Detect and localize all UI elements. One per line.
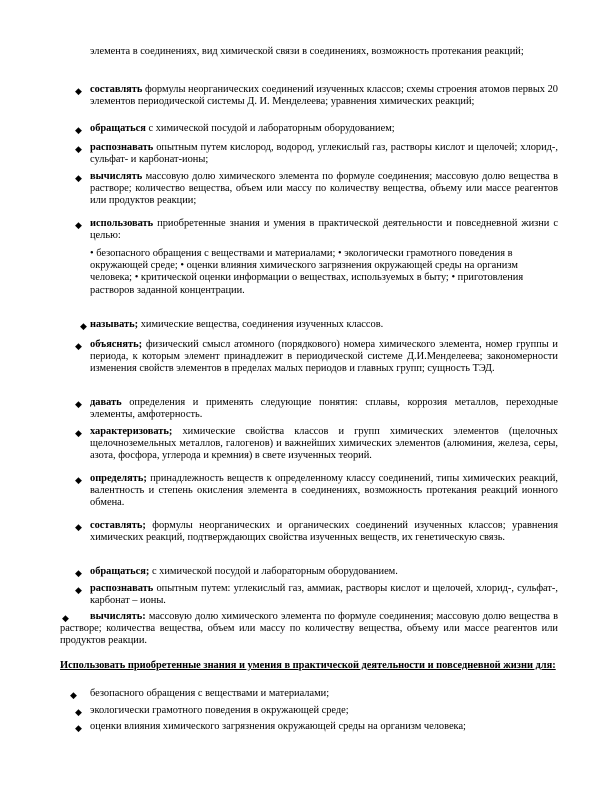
sub-item: • критической оценки информации о веществах, используемых в быту; [134,272,449,284]
bullet-icon: ◆ [75,522,82,532]
lead-word: определять; [90,473,147,484]
final-item: экологически грамотного поведения в окружающей среде; [90,705,349,716]
lead-word: распознавать [90,142,154,153]
paragraph-text: с химической посудой и лабораторным оборудованием. [151,566,398,577]
sub-item: • экологически грамотного поведения в окружающей среде; [90,248,513,272]
bullet-icon: ◆ [75,428,82,438]
paragraph-text: опытным путем кислород, водород, углекислый газ, растворы кислот и щелочей; хлорид-, сульфат- и карбонат-ионы; [90,142,558,166]
bullet-icon: ◆ [75,125,82,135]
bullet-icon: ◆ [70,690,77,700]
sub-item: • оценки влияния химического загрязнения окружающей среды на организм человека; [90,260,518,284]
paragraph-text: формулы неорганических и органических соединений изученных классов; уравнения химических реакций, подтверждающих свойства изученных веществ, их генетическую связь. [90,520,558,544]
lead-word: составлять [90,84,143,95]
bullet-icon: ◆ [75,173,82,183]
section-heading: Использовать приобретенные знания и умения в практической деятельности и повседневной жизни для: [60,660,556,671]
lead-word: называть; [90,319,139,330]
paragraph-compose-2 [90,520,558,544]
bullet-icon: ◆ [75,568,82,578]
paragraph-recognize-2 [90,583,558,607]
lead-word: давать [90,397,122,408]
paragraph-text: массовую долю химического элемента по формуле соединения; массовую долю вещества в растворе; количества вещества, объем или массу по количеству вещества, объему или массе реагентов или продуктов реакции. [60,611,558,647]
lead-word: использовать [90,218,154,229]
paragraph-text: физический смысл атомного (порядкового) номера химического элемента, номер группы и периода, к которым элемент принадлежит в периодической системе Д.И.Менделеева; закономерности изменения свойств элементов в пределах малых периодов и главных групп; сущность ТЭД. [90,339,558,375]
bullet-icon: ◆ [75,723,82,733]
lead-word: обращаться; [90,566,150,577]
bullet-icon: ◆ [80,321,87,331]
lead-word: объяснять; [90,339,143,350]
final-item: оценки влияния химического загрязнения окружающей среды на организм человека; [90,721,466,732]
bullet-icon: ◆ [75,475,82,485]
lead-word: характеризовать; [90,426,173,437]
paragraph-text: элемента в соединениях, вид химической связи в соединениях, возможность протекания реакций; [90,46,524,57]
bullet-icon: ◆ [75,86,82,96]
bullet-icon: ◆ [75,585,82,595]
paragraph-text: опытным путем: углекислый газ, аммиак, растворы кислот и щелочей, хлорид-, сульфат-, карбонат – ионы. [90,583,558,607]
paragraph-determine [90,473,558,510]
paragraph-define [90,397,558,421]
bullet-icon: ◆ [75,220,82,230]
paragraph-name [90,319,558,331]
paragraph-recognize [90,142,558,166]
paragraph-text: с химической посудой и лабораторным оборудованием; [148,123,395,134]
paragraph-text: химические свойства классов и групп химических элементов (щелочных щелочноземельных металлов, галогенов) и важнейших химических элементов (алюминия, железа, серы, азота, фосфора, углерода и кремния) в свете изученных теорий. [90,426,558,462]
lead-word: распознавать [90,583,154,594]
paragraph-text: принадлежность веществ к определенному классу соединений, типы химических реакций, валентность и степень окисления элемента в соединениях, возможность протекания реакций ионного обмена. [90,473,558,509]
paragraph-characterize [90,426,558,463]
paragraph-calculate-2 [60,611,558,648]
bullet-icon: ◆ [75,399,82,409]
bullet-icon: ◆ [62,613,69,623]
paragraph-text: приобретенные знания и умения в практической деятельности и повседневной жизни с целью: [90,218,558,242]
paragraph-continuation [90,46,558,58]
sub-list [90,248,560,297]
bullet-icon: ◆ [75,707,82,717]
sub-item: • безопасного обращения с веществами и материалами; [90,248,336,259]
paragraph-text: химические вещества, соединения изученных классов. [140,319,384,330]
paragraph-text: формулы неорганических соединений изученных классов; схемы строения атомов первых 20 элементов периодической системы Д. И. Менделеева; уравнения химических реакций; [90,84,558,108]
bullet-icon: ◆ [75,341,82,351]
lead-word: вычислять: [90,611,146,622]
final-item: безопасного обращения с веществами и материалами; [90,688,330,699]
paragraph-handle-2 [90,566,558,578]
paragraph-handle [90,123,558,135]
lead-word: составлять; [90,520,146,531]
paragraph-calculate [90,171,558,208]
sub-item: • приготовления растворов заданной концентрации. [90,272,524,296]
paragraph-text: определения и применять следующие понятия: сплавы, коррозия металлов, переходные элементы, амфотерность. [90,397,558,421]
paragraph-text: массовую долю химического элемента по формуле соединения; массовую долю вещества в растворе; количество вещества, объем или массу по количеству вещества, объему или массе реагентов или продуктов реакции; [90,171,559,207]
paragraph-use [90,218,558,242]
paragraph-compose [90,84,558,108]
paragraph-explain [90,339,558,376]
lead-word: обращаться [90,123,146,134]
bullet-icon: ◆ [75,144,82,154]
lead-word: вычислять [90,171,143,182]
